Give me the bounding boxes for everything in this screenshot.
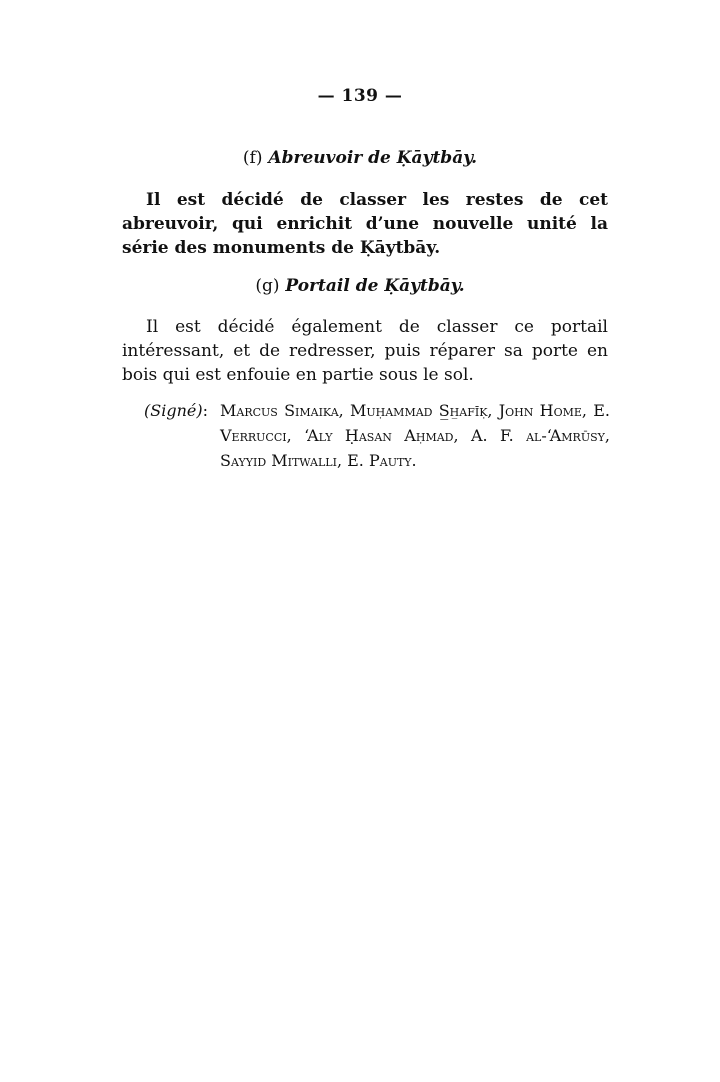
signature-colon: : bbox=[202, 401, 208, 420]
page-number: — 139 — bbox=[317, 86, 403, 106]
section-tag-f: (f) bbox=[242, 148, 263, 168]
paragraph-g: Il est décidé également de classer ce portail intéressant, et de redresser, puis réparer sa porte en bois qui est enfouie en partie sous le sol. bbox=[122, 317, 608, 385]
signature-label-text: (Signé) bbox=[144, 401, 203, 420]
paragraph-f: Il est décidé de classer les restes de cet abreuvoir, qui enrichit d’une nouvelle unité la série des monuments de Ḳāytbāy. bbox=[122, 190, 608, 258]
signatory-names: Marcus Simaika, Muḥammad S̲h̲afīḳ, John Home, E. Verrucci, ‘Aly Ḥasan Aḥmad, A. F. al-‘Amrūsy, Sayyid Mitwalli, E. Pauty. bbox=[220, 401, 610, 470]
section-title-g bbox=[0, 276, 720, 296]
section-heading-f: Abreuvoir de Ḳāytbāy. bbox=[268, 148, 478, 168]
signature-label bbox=[144, 398, 208, 423]
section-tag-g: (g) bbox=[255, 276, 280, 296]
section-heading-g: Portail de Ḳāytbāy. bbox=[285, 276, 465, 296]
section-title-f bbox=[0, 148, 720, 168]
